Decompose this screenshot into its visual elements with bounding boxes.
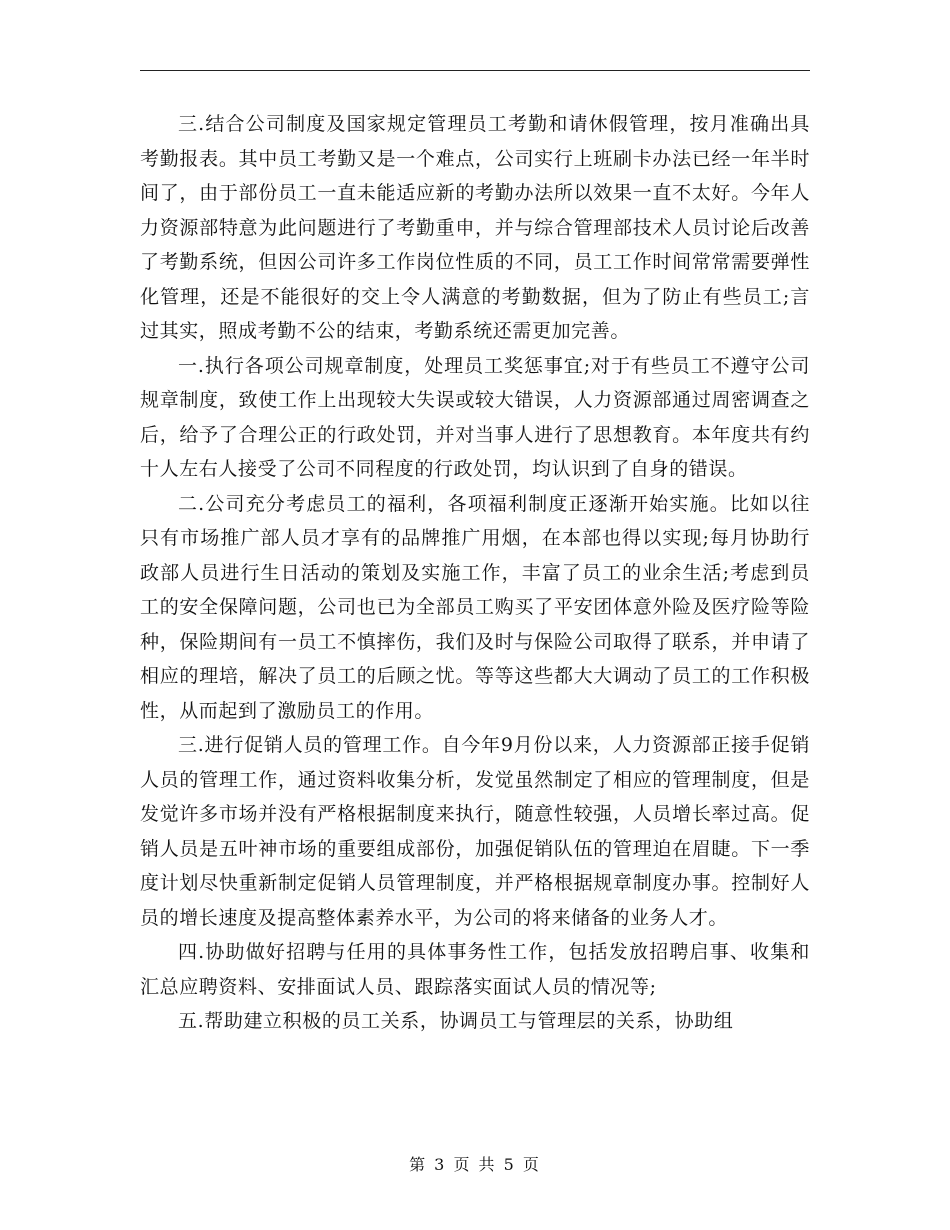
document-body — [140, 107, 810, 1039]
paragraph-attendance: 三.结合公司制度及国家规定管理员工考勤和请休假管理，按月准确出具考勤报表。其中员工考勤又是一个难点，公司实行上班刷卡办法已经一年半时间了，由于部份员工一直未能适应新的考勤办法所以效果一直不太好。今年人力资源部特意为此问题进行了考勤重申，并与综合管理部技术人员讨论后改善了考勤系统，但因公司许多工作岗位性质的不同，员工工作时间常常需要弹性化管理，还是不能很好的交上令人满意的考勤数据，但为了防止有些员工;言过其实，照成考勤不公的结束，考勤系统还需更加完善。 — [140, 113, 810, 342]
paragraph-rules-discipline: 一.执行各项公司规章制度，处理员工奖惩事宜;对于有些员工不遵守公司规章制度，致使工作上出现较大失误或较大错误，人力资源部通过周密调查之后，给予了合理公正的行政处罚，并对当事人进行了思想教育。本年度共有约十人左右人接受了公司不同程度的行政处罚，均认识到了自身的错误。 — [140, 354, 810, 480]
paragraph-recruitment: 四.协助做好招聘与任用的具体事务性工作，包括发放招聘启事、收集和汇总应聘资料、安排面试人员、跟踪落实面试人员的情况等; — [140, 941, 810, 998]
paragraph-promoter-management: 三.进行促销人员的管理工作。自今年9月份以来，人力资源部正接手促销人员的管理工作，通过资料收集分析，发觉虽然制定了相应的管理制度，但是发觉许多市场并没有严格根据制度来执行，随意性较强，人员增长率过高。促销人员是五叶神市场的重要组成部份，加强促销队伍的管理迫在眉睫。下一季度计划尽快重新制定促销人员管理制度，并严格根据规章制度办事。控制好人员的增长速度及提高整体素养水平，为公司的将来储备的业务人才。 — [140, 734, 810, 929]
header-rule — [140, 70, 810, 71]
page-number-footer: 第 3 页 共 5 页 — [409, 1155, 541, 1174]
paragraph-welfare: 二.公司充分考虑员工的福利，各项福利制度正逐渐开始实施。比如以往只有市场推广部人员才享有的品牌推广用烟，在本部也得以实现;每月协助行政部人员进行生日活动的策划及实施工作，丰富了员工的业余生活;考虑到员工的安全保障问题，公司也已为全部员工购买了平安团体意外险及医疗险等险种，保险期间有一员工不慎摔伤，我们及时与保险公司取得了联系，并申请了相应的理培，解决了员工的后顾之忧。等等这些都大大调动了员工的工作积极性，从而起到了激励员工的作用。 — [140, 492, 810, 722]
paragraph-employee-relations: 五.帮助建立积极的员工关系，协调员工与管理层的关系，协助组 — [178, 1010, 734, 1032]
